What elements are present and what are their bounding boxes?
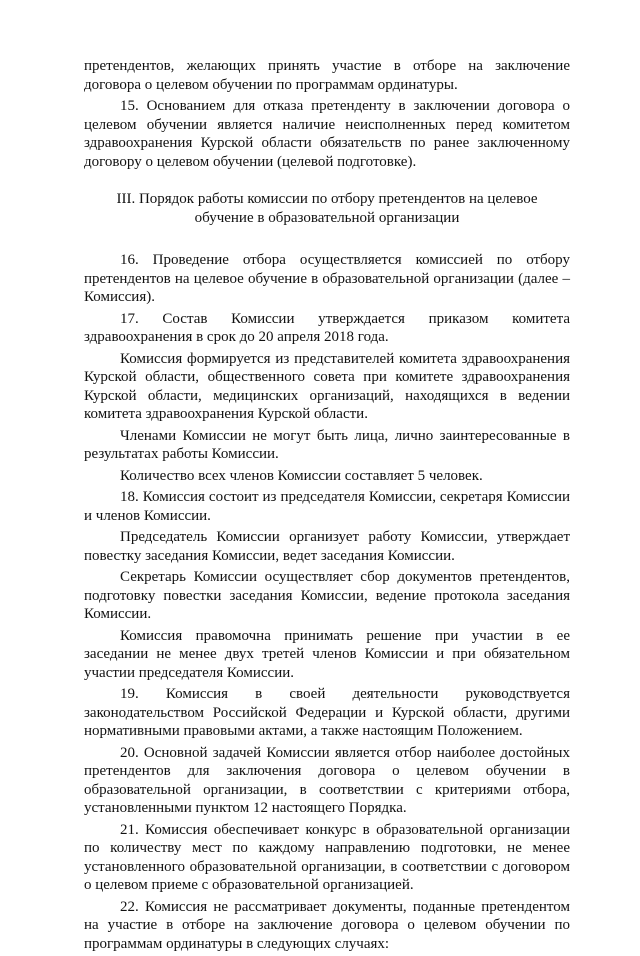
paragraph-17-composition: Комиссия формируется из представителей комитета здравоохранения Курской области, общественного совета при комитете здравоохранения Курской области, медицинских организаций, находящихся в ведении комитета здравоохранения Курской области.	[84, 350, 570, 422]
paragraph-18-quorum: Комиссия правомочна принимать решение при участии в ее заседании не менее двух третей членов Комиссии и при обязательном участии председателя Комиссии.	[84, 627, 570, 681]
document-body	[84, 57, 570, 956]
paragraph-20: 20. Основной задачей Комиссии является отбор наиболее достойных претендентов для заключения договора о целевом обучении в образовательной организации, в соответствии с критериями отбора, установленными пунктом 12 настоящего Порядка.	[84, 744, 570, 816]
paragraph-17-count: Количество всех членов Комиссии составляет 5 человек.	[120, 467, 483, 484]
paragraph-18-secretary: Секретарь Комиссии осуществляет сбор документов претендентов, подготовку повестки заседания Комиссии, ведение протокола заседания Комиссии.	[84, 569, 570, 622]
paragraph-21: 21. Комиссия обеспечивает конкурс в образовательной организации по количеству мест по каждому направлению подготовки, не менее установленного образовательной организации, в соответствии с договором о целевом приеме с образовательной организацией.	[84, 821, 570, 893]
paragraph-19: 19. Комиссия в своей деятельности руководствуется законодательством Российской Федерации и Курской области, другими нормативными правовыми актами, а также настоящим Положением.	[84, 686, 570, 739]
paragraph-15: 15. Основанием для отказа претенденту в заключении договора о целевом обучении является наличие неисполненных перед комитетом здравоохранения Курской области обязательств по ранее заключенному договору о целевом обучении (целевой подготовке).	[84, 98, 570, 170]
paragraph-18-chair: Председатель Комиссии организует работу Комиссии, утверждает повестку заседания Комиссии, ведет заседания Комиссии.	[84, 529, 570, 564]
section-heading	[92, 190, 562, 227]
paragraph-22: 22. Комиссия не рассматривает документы, поданные претендентом на участие в отборе на заключение договора о целевом обучении по программам ординатуры в следующих случаях:	[84, 898, 570, 952]
paragraph-17: 17. Состав Комиссии утверждается приказом комитета здравоохранения в срок до 20 апреля 2018 года.	[84, 310, 570, 345]
intro-paragraph: претендентов, желающих принять участие в отборе на заключение договора о целевом обучении по программам ординатуры.	[84, 58, 570, 93]
section-heading-line1: III. Порядок работы комиссии по отбору претендентов на целевое	[116, 191, 538, 207]
paragraph-16: 16. Проведение отбора осуществляется комиссией по отбору претендентов на целевое обучение в образовательной организации (далее – Комиссия).	[84, 252, 570, 305]
paragraph-17-members: Членами Комиссии не могут быть лица, лично заинтересованные в результатах работы Комиссии.	[84, 427, 570, 462]
paragraph-18: 18. Комиссия состоит из председателя Комиссии, секретаря Комиссии и членов Комиссии.	[84, 489, 570, 524]
section-heading-line2: обучение в образовательной организации	[194, 209, 460, 226]
